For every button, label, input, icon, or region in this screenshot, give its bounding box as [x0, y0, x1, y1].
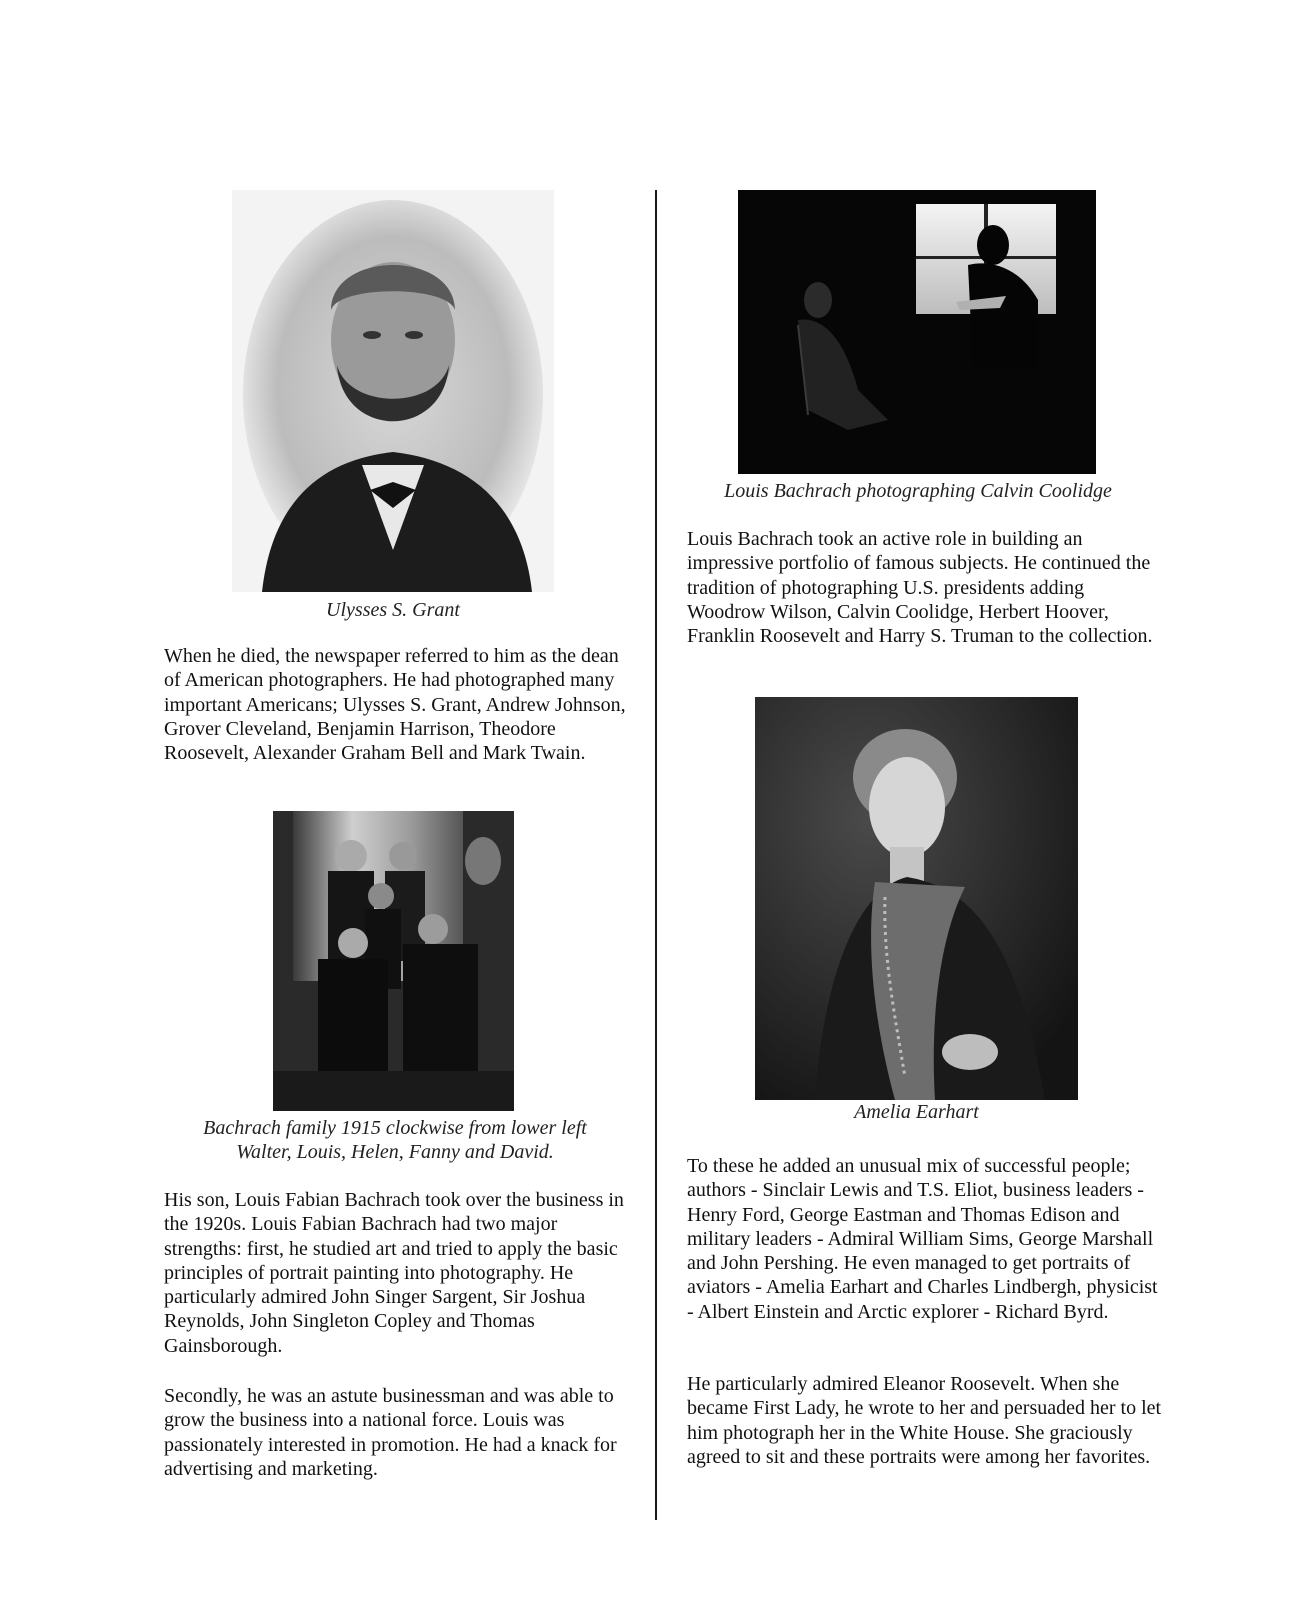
- left-paragraph-2: His son, Louis Fabian Bachrach took over the business in the 1920s. Louis Fabian Bachrach had two major strengths: first, he studied art and tried to apply the basic principles of portrait painting into photography. He particularly admired John Singer Sargent, Sir Joshua Reynolds, John Singleton Copley and Thomas Gainsborough.: [164, 1189, 624, 1357]
- coolidge-caption: Louis Bachrach photographing Calvin Coolidge: [724, 480, 1112, 502]
- right-paragraph-2: To these he added an unusual mix of successful people; authors - Sinclair Lewis and T.S. Eliot, business leaders - Henry Ford, George Eastman and Thomas Edison and military leaders - Admiral William Sims, George Marshall and John Pershing. He even managed to get portraits of aviators - Amelia Earhart and Charles Lindbergh, physicist - Albert Einstein and Arctic explorer - Richard Byrd.: [687, 1155, 1158, 1323]
- column-divider: [655, 190, 657, 1520]
- coolidge-photo: [738, 190, 1096, 474]
- family-caption-line-2: Walter, Louis, Helen, Fanny and David.: [236, 1141, 554, 1163]
- earhart-caption: Amelia Earhart: [854, 1101, 979, 1123]
- left-paragraph-3: Secondly, he was an astute businessman and was able to grow the business into a national force. Louis was passionately interested in promotion. He had a knack for advertising and marketing.: [164, 1385, 617, 1480]
- right-paragraph-1: Louis Bachrach took an active role in building an impressive portfolio of famous subjects. He continued the tradition of photographing U.S. presidents adding Woodrow Wilson, Calvin Coolidge, Herbert Hoover, Franklin Roosevelt and Harry S. Truman to the collection.: [687, 528, 1153, 648]
- amelia-earhart-photo: [755, 697, 1078, 1100]
- grant-portrait-photo: [232, 190, 554, 592]
- right-paragraph-3: He particularly admired Eleanor Roosevelt. When she became First Lady, he wrote to her and persuaded her to let him photograph her in the White House. She graciously agreed to sit and these portraits were among her favorites.: [687, 1373, 1162, 1468]
- family-caption: [170, 1116, 620, 1164]
- bachrach-family-photo: [273, 811, 514, 1111]
- grant-caption: Ulysses S. Grant: [326, 599, 460, 621]
- family-caption-line-1: Bachrach family 1915 clockwise from lower left: [203, 1117, 587, 1139]
- left-paragraph-1: When he died, the newspaper referred to him as the dean of American photographers. He had photographed many important Americans; Ulysses S. Grant, Andrew Johnson, Grover Cleveland, Benjamin Harrison, Theodore Roosevelt, Alexander Graham Bell and Mark Twain.: [164, 645, 626, 765]
